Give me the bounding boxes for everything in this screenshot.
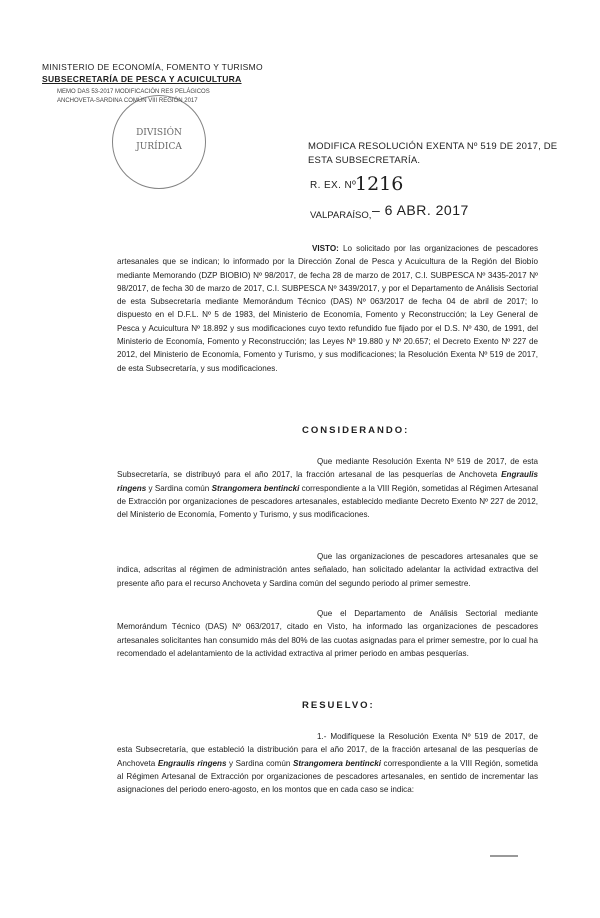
- visto-label: VISTO:: [312, 244, 339, 253]
- title-line-1: MODIFICA RESOLUCIÓN EXENTA Nº 519 DE 2017, DE: [308, 141, 558, 152]
- subsecretaria-name: SUBSECRETARÍA DE PESCA Y ACUICULTURA: [42, 74, 242, 84]
- resuelvo-paragraph-1: [117, 730, 538, 796]
- considerando-paragraph-1: [117, 455, 538, 521]
- reference-line-1: MEMO DAS 53-2017 MODIFICACIÓN RES PELÁGICOS: [57, 89, 210, 95]
- res-p1-text-b: y Sardina común: [229, 758, 291, 768]
- species-anchoveta: Engraulis ringens: [157, 758, 227, 768]
- cons-p3-text: Que el Departamento de Análisis Sectorial mediante Memorándum Técnico (DAS) Nº 063/2017, citado en Visto, ha informado las organizaciones de pescadores artesanales solicitantes han consumido más del 80% de las cuotas asignadas para el primer semestre, por lo cual ha recomendado el adelantamiento de la actividad extractiva al primer periodo en ambas pesquerías.: [117, 609, 538, 658]
- cons-p1-text-b: y Sardina común: [148, 483, 210, 493]
- considerando-paragraph-3: [117, 607, 538, 660]
- res-p1-text-c: correspondiente a la VIII Región, sometida al Régimen Artesanal de Extracción por organizaciones de pescadores artesanales, en sentido de incrementar las asignaciones del periodo enero-agosto, en los montos que en cada caso se indica:: [117, 758, 539, 795]
- resuelvo-number: 1.-: [317, 732, 327, 741]
- visto-text: Lo solicitado por las organizaciones de pescadores artesanales que se indican; lo informado por la Dirección Zonal de Pesca y Acuicultura de la Región del Biobío mediante Memorando (DZP BIOBIO) Nº 98/2017, de fecha 28 de marzo de 2017, C.I. SUBPESCA Nº 3435-2017 Nº 98/2017, de fecha 30 de marzo de 2017, C.I. SUBPESCA Nº 3439/2017, y por el Departamento de Análisis Sectorial de esta Subsecretaría mediante Memorándum Técnico (DAS) Nº 063/2017 de fecha 04 de abril de 2017; lo dispuesto en el D.F.L. Nº 5 de 1983, del Ministerio de Economía, Fomento y Reconstrucción; la Ley General de Pesca y Acuicultura Nº 18.892 y sus modificaciones cuyo texto refundido fue fijado por el D.S. Nº 430, de 1991, del Ministerio de Economía, Fomento y Reconstrucción; las Leyes Nº 19.880 y Nº 20.657; el Decreto Exento Nº 227 de 2012, del Ministerio de Economía, Fomento y Turismo, y sus modificaciones; la Resolución Exenta Nº 519 de 2017, de esta Subsecretaría, y sus modificaciones.: [117, 244, 538, 373]
- resolution-number: 1216: [355, 173, 404, 195]
- species-sardina: Strangomera bentincki: [292, 758, 381, 768]
- cons-p2-text: Que las organizaciones de pescadores artesanales que se indica, adscritas al régimen de administración antes señalado, han solicitado adelantar la actividad extractiva del presente año para el recurso Anchoveta y Sardina común del segundo periodo al primer semestre.: [117, 552, 538, 588]
- ministry-name: MINISTERIO DE ECONOMÍA, FOMENTO Y TURISMO: [42, 62, 263, 72]
- date-label: VALPARAÍSO,: [310, 210, 372, 221]
- date-value: – 6 ABR. 2017: [372, 202, 469, 218]
- visto-paragraph: [117, 242, 538, 375]
- resuelvo-heading: RESUELVO:: [302, 700, 375, 711]
- species-sardina: Strangomera bentincki: [211, 483, 300, 493]
- reference-line-2: ANCHOVETA-SARDINA COMÚN VIII REGIÓN 2017: [57, 97, 198, 104]
- title-line-2: ESTA SUBSECRETARÍA.: [308, 155, 421, 166]
- res-p1-text-a: Modifíquese la Resolución Exenta Nº 519 de 2017, de esta Subsecretaría, que estableció la distribución para el año 2017, de la fracción artesanal de las pesquerías de Anchoveta: [117, 732, 539, 768]
- document-title: [308, 140, 558, 168]
- resolution-label: R. EX. Nº: [310, 180, 357, 191]
- juridica-stamp: [112, 95, 206, 189]
- cons-p1-text-a: Que mediante Resolución Exenta Nº 519 de 2017, de esta Subsecretaría, se distribuyó para el año 2017, la fracción artesanal de las pesquerías de Anchoveta: [117, 457, 538, 480]
- species-anchoveta: Engraulis ringens: [117, 470, 538, 493]
- considerando-heading: CONSIDERANDO:: [302, 425, 410, 436]
- stamp-line-1: DIVISIÓN: [136, 128, 182, 138]
- considerando-paragraph-2: [117, 550, 538, 590]
- cons-p1-text-c: correspondiente a la VIII Región, sometidas al Régimen Artesanal de Extracción por organizaciones de pescadores artesanales, establecido mediante Decreto Exento Nº 227 de 2012, del Ministerio de Economía, Fomento y Turismo, y sus modificaciones.: [117, 483, 539, 520]
- page-mark: [490, 855, 518, 857]
- stamp-line-2: JURÍDICA: [136, 142, 182, 152]
